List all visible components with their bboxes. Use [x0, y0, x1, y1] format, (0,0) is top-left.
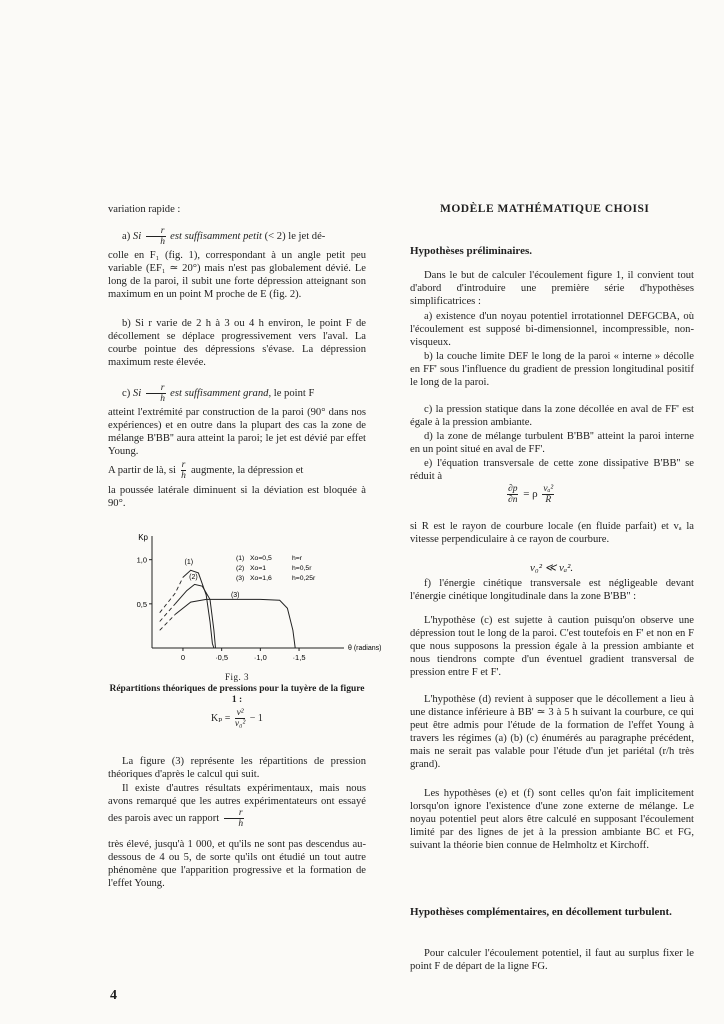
x-tick-label: ·0,5	[215, 653, 229, 662]
r-over-h-fraction: $\frac{r}{h}$	[146, 383, 166, 404]
hyp-b: b) la couche limite DEF le long de la paroi « interne » décolle en FF' sous l'influence du gradient de pression longitudinal positif le long de la paroi.	[410, 351, 694, 388]
case-a-label: a)	[122, 230, 131, 242]
case-c-text: atteint l'extrémité par construction de la paroi (90° dans nos expériences) et en outre dans la plupart des cas la zone de mélange B'BB'' aura atteint la paroi; le jet est dévié par effet Young.	[108, 407, 366, 457]
section-title: MODÈLE MATHÉMATIQUE CHOISI	[440, 203, 650, 215]
series-dashed-1	[160, 577, 183, 612]
y-tick-label: 1,0	[136, 555, 147, 565]
para-hyp-ef: Les hypothèses (e) et (f) sont celles qu'on fait implicitement lorsqu'on ignore l'existence d'une zone externe de mélange. Le noyau potentiel peut alors être calculé en supposant l'écoulement limité par des lignes de jet à la pression ambiante BC et FG, suivant la théorie bien connue de Helmholtz et Kirchoff.	[410, 788, 694, 851]
figure-caption: Fig. 3	[224, 672, 249, 682]
hyp-e: e) l'équation transversale de cette zone dissipative B'BB'' se réduit à	[410, 458, 694, 482]
case-c-heading: c) Si $\frac{r}{h}$ est suffisamment grand, le point F	[122, 383, 315, 404]
r-over-h-fraction: $\frac{r}{h}$	[181, 460, 186, 481]
para-intro: Dans le but de calculer l'écoulement figure 1, il convient tout d'abord d'introduire une première série d'hypothèses simplificatrices :	[410, 270, 694, 307]
chart-ticks	[137, 556, 306, 662]
x-tick-label: ·1,0	[253, 653, 267, 662]
legend-h: h=0,25r	[292, 575, 316, 582]
chart-labels	[138, 533, 381, 652]
para-final: Pour calculer l'écoulement potentiel, il faut au surplus fixer le point F de départ de la ligne FG.	[410, 948, 694, 972]
series-dashed-3	[160, 614, 176, 630]
para-figure-3: La figure (3) représente les répartitions de pression théoriques d'après le calcul qui suit.	[108, 756, 366, 780]
para-hyp-d: L'hypothèse (d) revient à supposer que le décollement a lieu à une distance inférieure à BB' ≃ 3 à 5 h suivant la courbure, ce qui peut être admis pour l'étude de la formation de l'effet Young à travers les régimes (a) (b) (c) énumérés au paragraphe précédent, mais ne serait pas valable pour l'étude d'un jet pariétal (r/h très grand).	[410, 694, 694, 770]
y-tick-label: 0,5	[136, 599, 147, 609]
hyp-a: a) existence d'un noyau potentiel irrotationnel DEFGCBA, où l'écoulement est supposé bi-dimensionnel, incompressible, non-visqueux.	[410, 311, 694, 348]
case-a-condition: est suffisamment petit	[170, 230, 262, 242]
para-other-results: Il existe d'autres résultats expérimentaux, mais nous avons remarqué que les autres expérimentateurs ont essayé des parois avec un rapport $\frac{r}{h}$	[108, 783, 366, 829]
case-a-si: Si	[132, 230, 142, 242]
x-axis-label: θ (radians)	[348, 645, 382, 652]
d-text: la poussée latérale diminuent si la déviation est bloquée à 90°.	[108, 485, 366, 509]
d-heading: A partir de là, si $\frac{r}{h}$ augmente, la dépression et	[108, 460, 304, 481]
chart-axes	[152, 536, 344, 648]
legend-h: h=0,5r	[292, 565, 312, 572]
subheading-complementary: Hypothèses complémentaires, en décollement turbulent.	[410, 906, 672, 918]
series-line-1	[183, 570, 214, 648]
x-tick-label: 0	[180, 653, 186, 662]
curve-label: (1)	[184, 559, 194, 567]
curve-label: (2)	[189, 574, 198, 582]
legend-id: (2)	[236, 565, 245, 572]
chart-curves	[160, 570, 296, 648]
subheading-preliminary: Hypothèses préliminaires.	[410, 245, 533, 257]
case-a-text: colle en F₁ (fig. 1), correspondant à un angle petit peu variable (EF₁ ≃ 20°) mais n'est pas globalement dévié. Le long de la paroi, il subit une forte dépression atteignant son maximum en un point M proche de E (fig. 2).	[108, 250, 366, 300]
para-other-results-cont: très élevé, jusqu'à 1 000, et qu'ils ne sont pas descendus au-dessous de 4 ou 5, de sorte qu'ils ont étudié un tout autre phénomène que l'apparition progressive et la formation de l'effet Young.	[108, 839, 366, 889]
legend-id: (3)	[236, 575, 245, 582]
legend-x0: Xo=1,6	[250, 575, 272, 582]
page-number: 4	[110, 988, 117, 1003]
case-a-heading	[108, 226, 366, 247]
legend-id: (1)	[236, 555, 245, 562]
para-radius: si R est le rayon de courbure locale (en fluide parfait) et vₐ la vitesse perpendiculaire à ce rayon de courbure.	[410, 521, 694, 545]
figure-caption-desc: Répartitions théoriques de pressions pour la tuyère de la figure 1 :	[109, 684, 365, 705]
hyp-f: f) l'énergie cinétique transversale est négligeable devant l'énergie cinétique longitudinale dans la zone B'BB'' :	[410, 578, 694, 602]
legend-x0: Xo=0,5	[250, 555, 272, 562]
para-hyp-c: L'hypothèse (c) est sujette à caution puisqu'on observe une dépression tout le long de la paroi. C'est toutefois en F' et non en F que nous supposons la pression égale à la pression ambiante et nous tiendrons compte d'un éventuel gradient transversal de pression entre F et F'.	[410, 615, 694, 678]
kp-formula: Kₚ = $\frac{\text{v²}}{\text{v₀²}}$ − 1	[211, 708, 263, 729]
equation-2: v₀² ≪ vₐ².	[530, 562, 574, 574]
intro-text: variation rapide :	[108, 204, 181, 215]
legend-x0: Xo=1	[250, 565, 267, 572]
legend-h: h=r	[292, 555, 303, 562]
series-line-3	[175, 599, 295, 648]
hyp-d: d) la zone de mélange turbulent B'BB'' atteint la paroi interne en un point situé en aval de FF'.	[410, 431, 694, 455]
r-over-h-fraction: $\frac{r}{h}$	[146, 226, 166, 247]
figure-caption-block	[108, 672, 366, 729]
x-tick-label: ·1,5	[292, 653, 306, 662]
case-a-after: (< 2) le jet dé-	[264, 230, 326, 242]
figure-3-chart	[112, 528, 382, 670]
hyp-c: c) la pression statique dans la zone décollée en aval de FF' est égale à la pression ambiante.	[410, 404, 694, 428]
case-b-text: b) Si r varie de 2 h à 3 ou 4 h environ, le point F de décollement se déplace progressivement vers l'aval. La courbe pointue des dépressions s'évase. La dépression maximum reste élevée.	[108, 318, 366, 368]
curve-label: (3)	[230, 591, 240, 599]
series-dashed-2	[160, 604, 176, 622]
equation-1: $\frac{\partial p}{\partial n}$ = ρ $\frac{\text{vₐ²}}{R}$	[508, 484, 554, 505]
y-axis-label: Kp	[138, 533, 148, 542]
